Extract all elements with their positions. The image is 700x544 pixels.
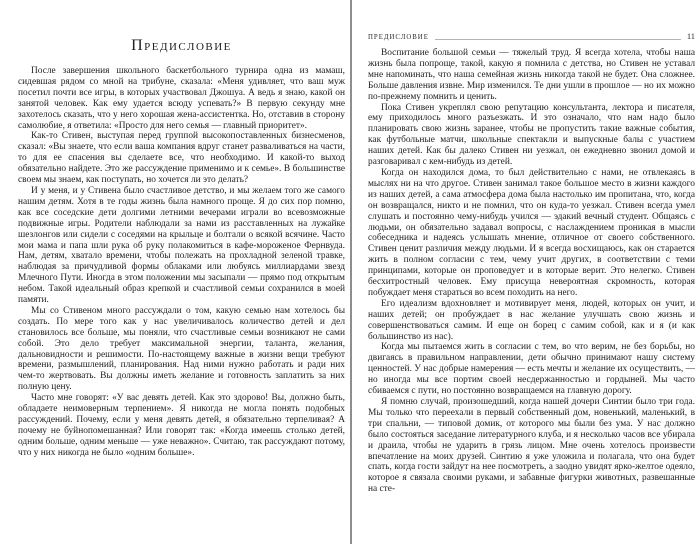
paragraph: Как-то Стивен, выступая перед группой высокопоставленных бизнесменов, сказал: «Вы знаете, что если ваша компания вдруг станет разваливаться на части, то для ее спасения вы сделаете все, что необходимо. И какой-то выход обязательно найдете. Это же рассуждение применимо и к семье». В большинстве своем мы знаем, как поступать, но хочется ли это делать? (18, 131, 345, 186)
paragraph: Я помню случай, произошедший, когда нашей дочери Синтии было три года. Мы только что переехали в первый собственный дом, новенький, маленький, в три спальни, — типовой домик, от которого мы были без ума. У нас должно было состояться заседание литературного клуба, и я несколько часов все убирала и драила, чтобы не ударить в грязь лицом. Мне очень хотелось произвести впечатление на моих друзей. Синтию я уже уложила и полагала, что она будет спать, когда гости зайдут на нее посмотреть, а заодно увидят ярко-желтое одеяло, которое я связала своими руками, и забавные фигурки животных, развешанные на сте- (368, 397, 695, 495)
page-number: 11 (686, 31, 695, 41)
left-page (18, 0, 345, 544)
left-page-body (18, 66, 345, 459)
right-page (368, 0, 695, 544)
header-rule (435, 39, 681, 40)
right-page-body (368, 48, 695, 495)
paragraph: После завершения школьного баскетбольного турнира одна из мамаш, сидевшая рядом со мной на трибуне, сказала: «Меня удивляет, что ваш муж посетил почти все игры, в которых участвовал Джошуа. А ведь я знаю, какой он занятой человек. Как ему удается всюду успевать?» В первую секунду мне захотелось сказать, что у него хорошая жена-ассистентка. Но, отставив в сторону самолюбие, я ответила: «Просто для него семья — главный приоритет». (18, 66, 345, 131)
paragraph: И у меня, и у Стивена было счастливое детство, и мы желаем того же самого нашим детям. Хотя в те годы жизнь была намного проще. Я до сих пор помню, как все соседские дети долгими летними вечерами играли во всевозможные подвижные игры. Родители наблюдали за нами из расставленных на лужайке шезлонгов или сидели с соседями на крыльце и болтали о всякой всячине. Часто мои мама и папа шли рука об руку полакомиться в кафе-мороженое Фернвуда. Нам, детям, хватало времени, чтобы полежать на прохладной зеленой травке, наблюдая за причудливой формы облаками или любуясь миллиардами звезд Млечного Пути. Иногда в этом положении мы засыпали — прямо под открытым небом. Такой идеальный образ крепкой и счастливой семьи сохранился в моей памяти. (18, 185, 345, 306)
paragraph: Мы со Стивеном много рассуждали о том, какую семью нам хотелось бы создать. По мере того как у нас увеличивалось количество детей и дел становилось все больше, мы поняли, что счастливые семьи возникают не сами собой. Это дело требует максимальной энергии, таланта, желания, дальновидности и решимости. По-настоящему важные в жизни вещи требуют времени, размышлений, планирования. Над ними нужно работать и ради них чем-то жертвовать. Вы должны иметь желание и готовность заплатить за них полную цену. (18, 305, 345, 393)
page-gutter-divider (350, 0, 352, 544)
paragraph: Воспитание большой семьи — тяжелый труд. Я всегда хотела, чтобы наша жизнь была попроще, такой, какую я помнила с детства, но Стивен не уставал мне напоминать, что наша семейная жизнь никогда такой не будет. Она сложнее. Больше давления извне. Мир изменился. Те дни ушли в прошлое — но их можно по-прежнему помнить и ценить. (368, 48, 695, 102)
chapter-heading: Предисловие (131, 37, 232, 54)
paragraph: Когда он находился дома, то был действительно с нами, не отвлекаясь в мыслях ни на что другое. Стивен занимал такое большое место в жизни каждого из наших детей, а сама атмосфера дома была настолько им пропитана, что, когда он возвращался, никто и не помнил, что он куда-то уезжал. Стивен всегда умел слушать и постоянно чему-нибудь учился — эдакий вечный студент. Общаясь с людьми, он обязательно задавал вопросы, с наслаждением проникая в мысли собеседника и надеясь услышать мнение, отличное от своего собственного. Стивен ценит различия между людьми. И я всегда восхищаюсь, как он старается жить в полном согласии с тем, чему учит других, в соответствии с теми принципами, которые он проповедует и в которые верит. Это нелегко. Стивен бесхитростный человек. Ему присуща невероятная скромность, которая побуждает меня стараться во всем походить на него. (368, 167, 695, 298)
paragraph: Когда мы пытаемся жить в согласии с тем, во что верим, не без борьбы, но двигаясь в правильном направлении, дети обычно принимают нашу систему ценностей. У нас добрые намерения — есть мечты и желание их осуществить, — но иногда мы все портим своей несдержанностью и гордыней. Мы часто сбиваемся с пути, но постоянно возвращаемся на главную дорогу. (368, 342, 695, 397)
paragraph: Часто мне говорят: «У вас девять детей. Как это здорово! Вы, должно быть, обладаете неимоверным терпением». Я никогда не могла понять подобных рассуждений. Почему, если у меня девять детей, я обязательно терпеливая? А почему не буйнопомешанная? Или говорят так: «Когда имеешь столько детей, одним больше, одним меньше — уже неважно». Считаю, так рассуждают потому, что у них никогда не было «одним больше». (18, 393, 345, 458)
running-header (368, 31, 695, 43)
running-title: ПРЕДИСЛОВИЕ (368, 34, 429, 41)
paragraph: Его идеализм вдохновляет и мотивирует меня, людей, которых он учит, и наших детей; он пробуждает в нас желание улучшать свою жизнь и совершенствоваться самим. И еще он борец с самим собой, как и я (и как большинство из нас). (368, 298, 695, 342)
paragraph: Пока Стивен укреплял свою репутацию консультанта, лектора и писателя, ему приходилось много разъезжать. И это означало, что нам надо было планировать свою жизнь заранее, чтобы не пропустить такие важные события, как футбольные матчи, школьные спектакли и выпускные балы с участием наших детей. Как бы далеко Стивен ни уезжал, он ежедневно звонил домой и разговаривал с кем-нибудь из детей. (368, 102, 695, 168)
